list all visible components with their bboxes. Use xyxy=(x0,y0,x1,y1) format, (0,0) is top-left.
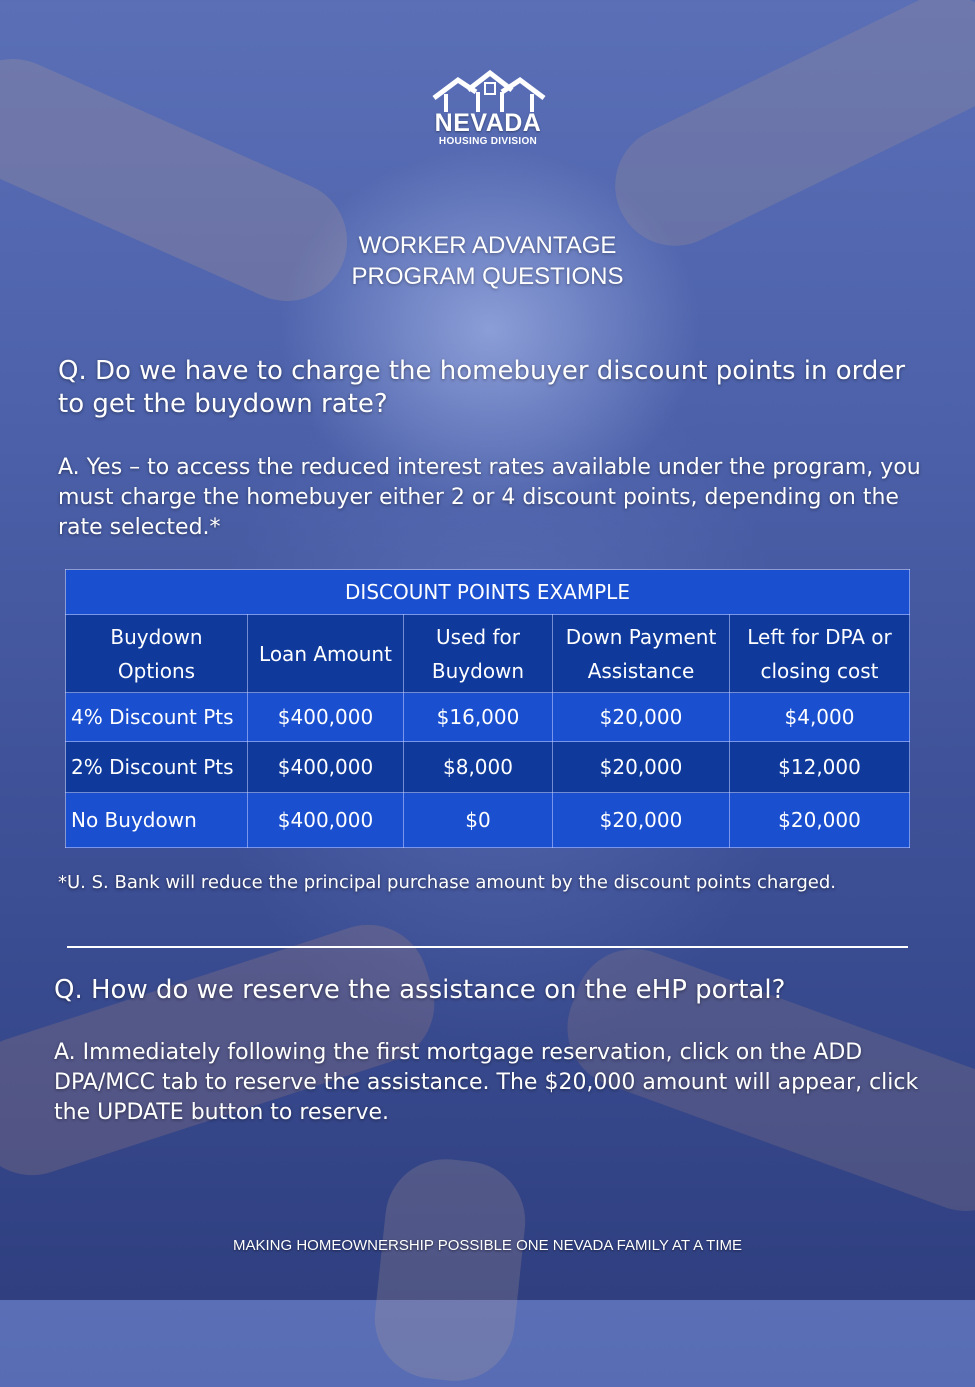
house-rooflines-icon xyxy=(428,68,548,114)
table-cell: 4% Discount Pts xyxy=(66,693,248,742)
table-cell: $12,000 xyxy=(730,742,910,793)
table-cell: $400,000 xyxy=(248,742,404,793)
table-cell: $20,000 xyxy=(730,793,910,848)
table-cell: 2% Discount Pts xyxy=(66,742,248,793)
header-text: Options xyxy=(117,658,196,683)
table-row xyxy=(66,793,910,848)
table-cell: $400,000 xyxy=(248,693,404,742)
table-cell: $16,000 xyxy=(404,693,553,742)
table-cell: $20,000 xyxy=(553,742,730,793)
table-cell: $8,000 xyxy=(404,742,553,793)
table-cell: $0 xyxy=(404,793,553,848)
header-text: Left for DPA or xyxy=(747,624,892,649)
column-header xyxy=(404,615,553,693)
header-text: Down Payment xyxy=(565,624,717,649)
discount-points-table xyxy=(65,569,910,848)
title-line: PROGRAM QUESTIONS xyxy=(351,263,624,290)
table-cell: $20,000 xyxy=(553,793,730,848)
answer-2: A. Immediately following the first mortgage reservation, click on the ADD DPA/MCC tab to reserve the assistance. The $20,000 amount will appear, click the UPDATE button to reserve. xyxy=(54,1040,919,1125)
logo-name: NEVADA xyxy=(434,109,542,137)
question-2: Q. How do we reserve the assistance on the eHP portal? xyxy=(54,975,786,1005)
divider xyxy=(67,946,908,948)
column-header xyxy=(66,615,248,693)
nevada-housing-division-logo xyxy=(418,68,558,148)
header-text: Assistance xyxy=(587,658,695,683)
background-arm xyxy=(595,0,975,266)
column-header xyxy=(730,615,910,693)
column-header xyxy=(553,615,730,693)
answer-1: A. Yes – to access the reduced interest rates available under the program, you must charge the homebuyer either 2 or 4 discount points, depending on the rate selected.* xyxy=(58,455,921,540)
table-row xyxy=(66,693,910,742)
header-text: Buydown xyxy=(110,624,203,649)
header-text: Buydown xyxy=(431,658,525,683)
header-text: Loan Amount xyxy=(259,641,392,666)
table-cell: $400,000 xyxy=(248,793,404,848)
footer-tagline: MAKING HOMEOWNERSHIP POSSIBLE ONE NEVADA FAMILY AT A TIME xyxy=(232,1237,743,1254)
background-arm xyxy=(369,1153,531,1386)
footnote: *U. S. Bank will reduce the principal purchase amount by the discount points charged. xyxy=(58,872,837,893)
table-cell: $4,000 xyxy=(730,693,910,742)
column-header xyxy=(248,615,404,693)
table-cell: No Buydown xyxy=(66,793,248,848)
page-title xyxy=(0,230,975,292)
table-row xyxy=(66,742,910,793)
table-cell: $20,000 xyxy=(553,693,730,742)
table-title: DISCOUNT POINTS EXAMPLE xyxy=(66,570,910,615)
question-1: Q. Do we have to charge the homebuyer discount points in order to get the buydown rate? xyxy=(58,356,906,419)
logo-subtitle: HOUSING DIVISION xyxy=(438,136,538,147)
header-text: closing cost xyxy=(760,658,879,683)
title-line: WORKER ADVANTAGE xyxy=(358,232,617,259)
header-text: Used for xyxy=(436,624,520,649)
